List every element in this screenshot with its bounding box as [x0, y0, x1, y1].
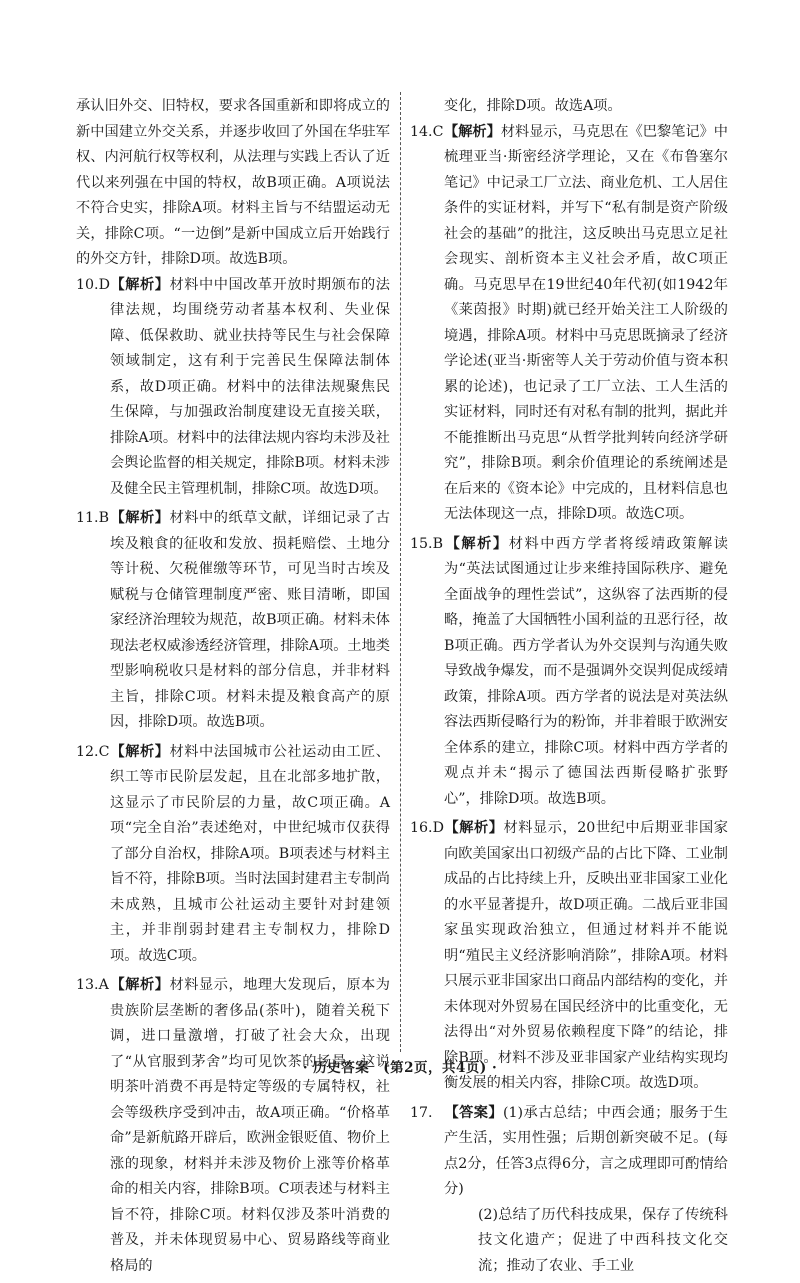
analysis-tag: 【解析】	[444, 820, 504, 836]
answer-text: 材料中西方学者将绥靖政策解读为“英法试图通过让步来维持国际秩序、避免全面战争的理性尝试”，这纵容了法西斯的侵略，掩盖了大国牺牲小国利益的丑恶行径，故B项正确。西方学者认为外交误判与沟通失败导致战争爆发，而不是强调外交误判促成绥靖政策，排除A项。西方学者的说法是对英法纵容法西斯侵略行为的粉饰，并非着眼于欧洲安全体系的建立，排除C项。材料中西方学者的观点并未“揭示了德国法西斯侵略扩张野心”，排除D项。故选B项。	[444, 535, 728, 807]
answer-item-14	[410, 120, 728, 528]
answer-text: 材料中中国改革开放时期颁布的法律法规，均围绕劳动者基本权利、失业保障、低保救助、就业扶持等民生与社会保障领域制定，这有利于完善民生保障法制体系，故D项正确。材料中的法律法规聚焦民生保障，与加强政治制度建设无直接关联，排除A项。材料中的法律法规内容均未涉及社会舆论监督的相关规定，排除B项。材料未涉及健全民主管理机制，排除C项。故选D项。	[110, 276, 390, 497]
continuation-text: 变化，排除D项。故选A项。	[444, 98, 622, 114]
analysis-tag: 【解析】	[110, 276, 170, 293]
analysis-tag: 【解析】	[110, 977, 170, 993]
answer-item-16	[410, 816, 728, 1097]
answer-item-11	[76, 506, 390, 736]
answer-text: 材料显示，马克思在《巴黎笔记》中梳理亚当·斯密经济学理论，又在《布鲁塞尔笔记》中记录工厂立法、商业危机、工人居住条件的实证材料，并写下“私有制是资产阶级社会的基础”的批注，这反映出马克思立足社会现实、剖析资本主义社会矛盾，故C项正确。马克思早在19世纪40年代初(如1942年《莱茵报》时期)就已经开始关注工人阶级的境遇，排除A项。材料中马克思既摘录了经济学论述(亚当·斯密等人关于劳动价值与资本积累的论述)，也记录了工厂立法、工人生活的实证材料，同时还有对私有制的批判，据此并不能推断出马克思“从哲学批判转向经济学研究”，排除B项。剩余价值理论的系统阐述是在后来的《资本论》中完成的，且材料信息也无法体现这一点，排除D项。故选C项。	[444, 123, 728, 522]
answer-number: 10.D	[76, 276, 110, 293]
answer-tag: 【答案】	[444, 1104, 503, 1121]
answer-text: 材料显示，20世纪中后期亚非国家向欧美国家出口初级产品的占比下降、工业制成品的占比持续上升，反映出亚非国家工业化的水平显著提升，故D项正确。二战后亚非国家虽实现政治独立，但通过材料并不能说明“殖民主义经济影响消除”，排除A项。材料只展示亚非国家出口商品内部结构的变化，并未体现对外贸易在国民经济中的比重变化，无法得出“对外贸易依赖程度下降”的结论，排除B项。材料不涉及亚非国家产业结构实现均衡发展的相关内容，排除C项。故选D项。	[444, 820, 728, 1091]
answer-text: 材料中的纸草文献，详细记录了古埃及粮食的征收和发放、损耗赔偿、土地分等计税、欠税催缴等环节，可见当时古埃及赋税与仓储管理制度严密、账目清晰，即国家经济治理较为规范，故B项正确。材料未体现法老权威渗透经济管理，排除A项。土地类型影响税收只是材料的部分信息，并非材料主旨，排除C项。材料未提及粮食高产的原因，排除D项。故选B项。	[110, 510, 390, 730]
continuation-text: 承认旧外交、旧特权，要求各国重新和即将成立的新中国建立外交关系，并逐步收回了外国在华驻军权、内河航行权等权利，从法理与实践上否认了近代以来列强在中国的特权，故B项正确。A项说法不符合史实，排除A项。材料主旨与不结盟运动无关，排除C项。“一边倒”是新中国成立后开始践行的外交方针，排除D项。故选B项。	[76, 98, 390, 267]
answer-item-10	[76, 273, 390, 503]
answer-number: 14.C	[410, 123, 444, 140]
answer-text: 材料中法国城市公社运动由工匠、织工等市民阶层发起，且在北部多地扩散，这显示了市民阶层的力量，故C项正确。A项“完全自治”表述绝对，中世纪城市仅获得了部分自治权，排除A项。B项表述与材料主旨不符，排除B项。当时法国封建君主专制尚未成熟，且城市公社运动主要针对封建领主，并非削弱封建君主专制权力，排除D项。故选C项。	[110, 743, 390, 964]
analysis-tag: 【解析】	[110, 510, 170, 526]
analysis-tag: 【解析】	[444, 123, 501, 140]
answer-item-17	[410, 1101, 728, 1280]
left-column	[76, 94, 390, 1283]
column-divider	[400, 92, 401, 1052]
answer-number: 12.C	[76, 743, 110, 760]
page-footer: · 历史答案 (第2页，共4页) ·	[302, 1060, 498, 1076]
answer-number: 13.A	[76, 977, 109, 993]
answer-number: 16.D	[410, 820, 444, 836]
answer-item-12	[76, 740, 390, 970]
answer-number: 11.B	[76, 510, 109, 526]
answer-part-1: (1)承古总结；中西会通；服务于生产生活，实用性强；后期创新突破不足。(每点2分，任答3点得6分，言之成理即可酌情给分)	[444, 1104, 728, 1197]
answer-item-15	[410, 532, 728, 813]
answer-item-13	[76, 973, 390, 1279]
analysis-tag: 【解析】	[110, 743, 170, 760]
analysis-tag: 【解析】	[444, 535, 509, 552]
right-column	[410, 94, 728, 1283]
answer-part-2: (2)总结了历代科技成果，保存了传统科技文化遗产；促进了中西科技文化交流；推动了农业、手工业	[478, 1206, 728, 1274]
answer-number: 15.B	[410, 535, 443, 552]
answer-text: 材料显示，地理大发现后，原本为贵族阶层垄断的奢侈品(茶叶)，随着关税下调，进口量激增，打破了社会大众，出现了“从官服到茅舍”均可见饮茶的场景。这说明茶叶消费不再是特定等级的专属特权，社会等级秩序受到冲击，故A项正确。“价格革命”是新航路开辟后，欧洲金银贬值、物价上涨的现象，材料并未涉及物价上涨等价格革命的相关内容，排除B项。C项表述与材料主旨不符，排除C项。材料仅涉及茶叶消费的普及，并未体现贸易中心、贸易路线等商业格局的	[110, 977, 390, 1274]
answer-number: 17.	[410, 1104, 433, 1121]
